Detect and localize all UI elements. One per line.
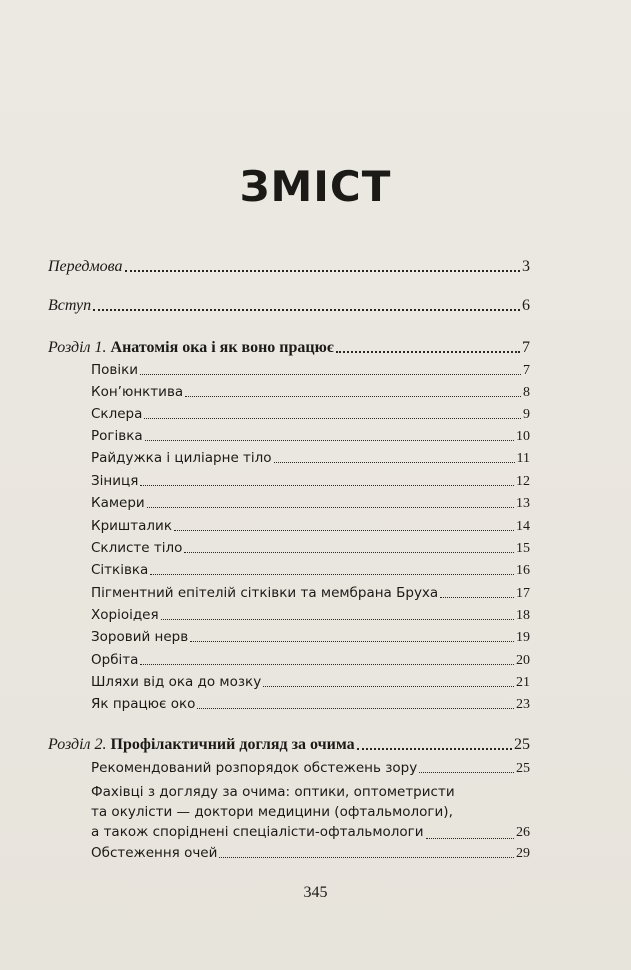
toc-item[interactable] [91, 518, 530, 535]
toc-item[interactable] [91, 362, 530, 379]
toc-page: 9 [523, 407, 530, 422]
toc-page: 15 [516, 541, 530, 556]
toc-page: 23 [516, 697, 530, 712]
toc-item[interactable] [91, 540, 530, 557]
toc-page: 7 [523, 363, 530, 378]
dot-leader [174, 529, 514, 531]
toc-label: Шляхи від ока до мозку [91, 674, 262, 690]
toc-label: Склера [91, 406, 143, 422]
toc-item[interactable] [91, 845, 530, 862]
toc-label: Склисте тіло [91, 540, 183, 556]
toc-item[interactable] [91, 674, 530, 691]
dot-leader [150, 573, 514, 575]
toc-label: Передмова [48, 258, 123, 275]
dot-leader [93, 308, 520, 311]
dot-leader [336, 350, 520, 353]
toc-label-line: та окулісти — доктори медицини (офтальмологи), [91, 804, 453, 820]
dot-leader [219, 856, 514, 858]
toc-entry-intro[interactable] [48, 297, 530, 315]
toc-page: 10 [516, 429, 530, 444]
toc-item[interactable] [91, 450, 530, 467]
dot-leader [419, 771, 514, 773]
toc-label: Камери [91, 495, 145, 511]
toc-item[interactable] [91, 652, 530, 669]
toc-page: 16 [516, 563, 530, 578]
toc-chapter-2[interactable] [48, 736, 530, 754]
toc-item-multiline[interactable] [91, 782, 530, 843]
toc-label: Пігментний епітелій сітківки та мембрана Бруха [91, 585, 439, 601]
toc-page: 25 [516, 761, 530, 776]
dot-leader [147, 506, 514, 508]
toc-page: 6 [522, 297, 530, 314]
dot-leader [184, 551, 514, 553]
toc-page: 19 [516, 630, 530, 645]
chapter-prefix: Розділ 2. [48, 736, 107, 753]
toc-page: 25 [514, 736, 530, 753]
toc-page: 17 [516, 586, 530, 601]
dot-leader [274, 461, 515, 463]
toc-page: 14 [516, 519, 530, 534]
toc-page: 12 [516, 474, 530, 489]
dot-leader [440, 596, 514, 598]
toc-item[interactable] [91, 629, 530, 646]
dot-leader [185, 395, 521, 397]
toc-label-last-line [91, 822, 530, 843]
toc-label: Рекомендований розпорядок обстежень зору [91, 760, 418, 776]
dot-leader [144, 417, 521, 419]
toc-item[interactable] [91, 607, 530, 624]
dot-leader [145, 439, 514, 441]
dot-leader [263, 685, 514, 687]
dot-leader [161, 618, 514, 620]
toc-label-line: а також споріднені спеціалісти-офтальмологи [91, 824, 424, 840]
toc-page: 8 [523, 385, 530, 400]
toc-item[interactable] [91, 384, 530, 401]
page-title: ЗМІСТ [239, 162, 392, 211]
toc-page: 26 [516, 825, 530, 840]
page-number: 345 [303, 884, 328, 901]
toc-label: Повіки [91, 362, 139, 378]
dot-leader [357, 747, 512, 750]
toc-item[interactable] [91, 562, 530, 579]
chapter-title: Профілактичний догляд за очима [110, 736, 355, 753]
chapter-heading [48, 736, 355, 754]
toc-label: Хоріоідея [91, 607, 159, 623]
toc-item[interactable] [91, 696, 530, 713]
toc-label: Кон’юнктива [91, 384, 184, 400]
toc-label: Зіниця [91, 473, 139, 489]
toc-label: Як працює око [91, 696, 196, 712]
toc-page: 3 [522, 258, 530, 275]
toc-item[interactable] [91, 760, 530, 777]
toc-label: Вступ [48, 297, 92, 314]
toc-label: Орбіта [91, 652, 139, 668]
toc-item[interactable] [91, 406, 530, 423]
toc-label: Сітківка [91, 562, 149, 578]
toc-label: Зоровий нерв [91, 629, 189, 645]
toc-page: 21 [516, 675, 530, 690]
toc-item[interactable] [91, 428, 530, 445]
toc-page: 20 [516, 653, 530, 668]
toc-page: 29 [516, 846, 530, 861]
dot-leader [140, 484, 514, 486]
toc-page: 18 [516, 608, 530, 623]
toc-item[interactable] [91, 585, 530, 602]
toc-label: Райдужка і циліарне тіло [91, 450, 272, 466]
toc-page: 7 [522, 339, 530, 356]
toc-label: Обстеження очей [91, 845, 218, 861]
toc-label-line: Фахівці з догляду за очима: оптики, оптометристи [91, 784, 455, 800]
dot-leader [197, 707, 514, 709]
chapter-heading [48, 339, 334, 357]
toc-entry-foreword[interactable] [48, 258, 530, 276]
toc-chapter-1[interactable] [48, 339, 530, 357]
chapter-prefix: Розділ 1. [48, 339, 107, 356]
dot-leader [140, 373, 521, 375]
dot-leader [125, 269, 521, 272]
dot-leader [140, 663, 514, 665]
toc-item[interactable] [91, 495, 530, 512]
chapter-title: Анатомія ока і як воно працює [110, 339, 334, 356]
dot-leader [426, 837, 514, 839]
dot-leader [190, 640, 514, 642]
toc-page: 11 [516, 451, 530, 466]
toc-item[interactable] [91, 473, 530, 490]
toc-label: Кришталик [91, 518, 172, 534]
toc-label: Рогівка [91, 428, 143, 444]
toc-page: 13 [516, 496, 530, 511]
